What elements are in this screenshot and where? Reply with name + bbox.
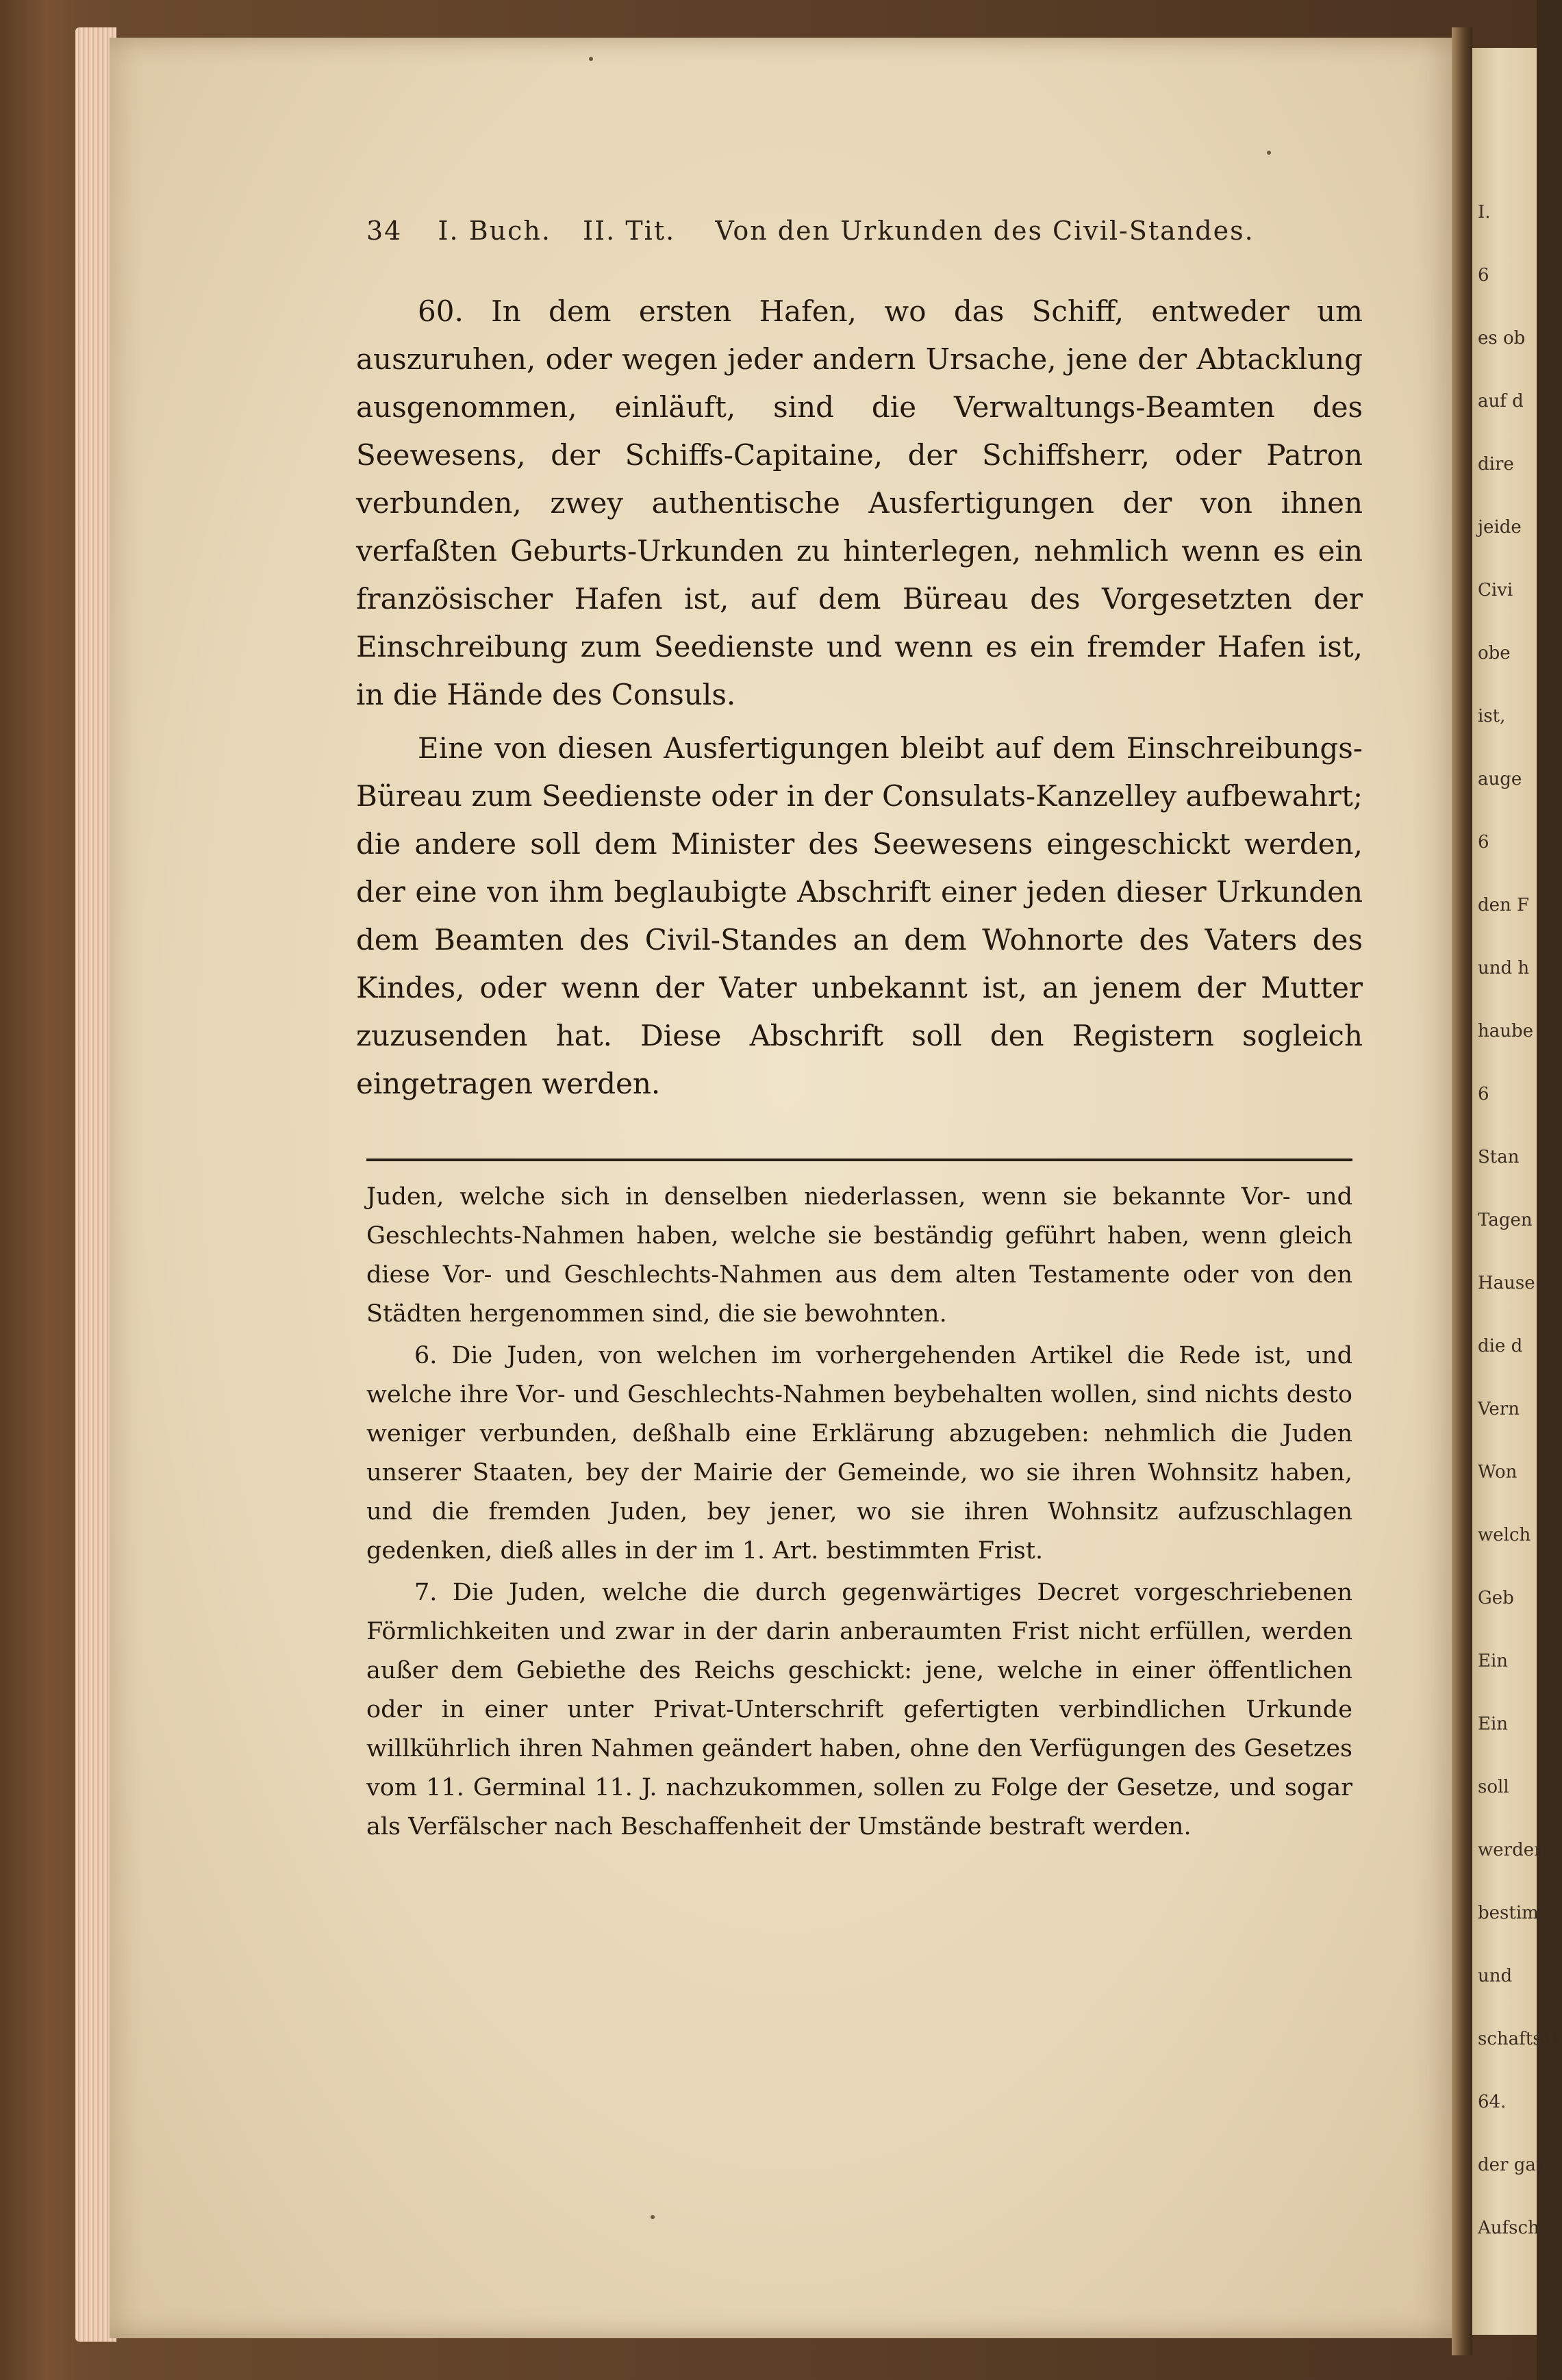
facing-page-fragment: Geb [1478, 1588, 1514, 1608]
footnote-article-7: 7. Die Juden, welche die durch gegenwärtiges Decret vorgeschriebenen Förmlichkeiten und zwar in der darin anberaumten Frist nicht erfüllen, werden außer dem Gebiethe des Reichs geschickt: jene, welche in einer öffentlichen oder in einer unter Privat-Unterschrift gefertigten verbindlichen Urkunde willkührlich ihren Nahmen geändert haben, ohne den Verfügungen des Gesetzes vom 11. Germinal 11. J. nachzukommen, sollen zu Folge der Gesetze, und sogar als Verfälscher nach Beschaffenheit der Umstände bestraft werden. [366, 1579, 1352, 1840]
facing-page-fragment: auf d [1478, 391, 1524, 412]
facing-page-fragment: soll [1478, 1777, 1509, 1797]
facing-page-fragment: schafts-G [1478, 2029, 1562, 2049]
footnote-separator [366, 1159, 1352, 1161]
facing-page-fragment: 6 [1478, 265, 1489, 286]
facing-page-fragment: 6 [1478, 832, 1489, 852]
facing-page-fragment: den F [1478, 895, 1530, 915]
article-60: 60. In dem ersten Hafen, wo das Schiff, entweder um auszuruhen, oder wegen jeder andern Ursache, jene der Abtacklung ausgenommen, einläuft, sind die Verwaltungs-Beamten des Seewesens, der Schiffs-Capitaine, der Schiffsherr, oder Patron verbunden, zwey authentische Ausfertigungen der von ihnen verfaßten Geburts-Urkunden zu hinterlegen, nehmlich wenn es ein französischer Hafen ist, auf dem Büreau des Vorgesetzten der Einschreibung zum Seedienste und wenn es ein fremder Hafen ist, in die Hände des Consuls. [356, 294, 1363, 711]
page-number: 34 [366, 216, 403, 246]
facing-page-fragment: es ob [1478, 328, 1526, 349]
facing-page-fragment: Vern [1478, 1399, 1520, 1419]
facing-page-edge [1472, 48, 1562, 2335]
footnote-paragraph: Juden, welche sich in denselben niederlassen, wenn sie bekannte Vor- und Geschlechts-Nahmen haben, welche sie beständig geführt haben, wenn gleich diese Vor- und Geschlechts-Nahmen aus dem alten Testamente oder von den Städten hergenommen sind, die sie bewohnten. [366, 1183, 1352, 1328]
footnote-block [366, 1178, 1352, 1847]
paragraph-continuation: Eine von diesen Ausfertigungen bleibt auf dem Einschreibungs-Büreau zum Seedienste oder in der Consulats-Kanzelley aufbewahrt; die andere soll dem Minister des Seewesens eingeschickt werden, der eine von ihm beglaubigte Abschrift einer jeden dieser Urkunden dem Beamten des Civil-Standes an dem Wohnorte des Vaters des Kindes, oder wenn der Vater unbekannt ist, an jenem der Mutter zuzusenden hat. Diese Abschrift soll den Registern sogleich eingetragen werden. [356, 731, 1363, 1100]
speck [651, 2215, 655, 2219]
speck [1267, 151, 1271, 155]
facing-page-fragment: haube [1478, 1021, 1534, 1041]
facing-page-fragment: Civi [1478, 580, 1513, 600]
facing-page-fragment: Aufsch [1478, 2218, 1539, 2238]
facing-page-fragment: auge [1478, 769, 1522, 789]
facing-page-fragment: welch [1478, 1525, 1531, 1545]
facing-page-fragment: obe [1478, 643, 1511, 663]
facing-page-fragment: Ein [1478, 1651, 1509, 1671]
running-title: Von den Urkunden des Civil-Standes. [715, 216, 1255, 246]
facing-page-fragment: jeide [1478, 517, 1522, 537]
facing-page-fragment: dire [1478, 454, 1514, 474]
facing-page-fragment: bestim [1478, 1903, 1539, 1923]
running-header [366, 216, 1325, 257]
facing-page-fragment: 6 [1478, 1084, 1489, 1104]
facing-page-fragment: Ein [1478, 1714, 1509, 1734]
facing-page-fragment: Tagen [1478, 1210, 1533, 1230]
book-gutter [1452, 27, 1472, 2355]
facing-page-fragment: Won [1478, 1462, 1517, 1482]
footnote-article-6: 6. Die Juden, von welchen im vorhergehenden Artikel die Rede ist, und welche ihre Vor- und Geschlechts-Nahmen beybehalten wollen, sind nichts desto weniger verbunden, deßhalb eine Erklärung abzugeben: nehmlich die Juden unserer Staaten, bey der Mairie der Gemeinde, wo sie ihren Wohnsitz haben, und die fremden Juden, bey jener, wo sie ihren Wohnsitz aufzuschlagen gedenken, dieß alles in der im 1. Art. bestimmten Frist. [366, 1342, 1352, 1565]
facing-page-fragment: Stan [1478, 1147, 1520, 1167]
facing-page-fragment: und [1478, 1966, 1513, 1986]
title-label: II. Tit. [583, 216, 676, 246]
book-label: I. Buch. [438, 216, 551, 246]
facing-page-fragment: 64. [1478, 2092, 1507, 2112]
facing-page-fragment: I. [1478, 202, 1491, 223]
facing-page-fragment: ist, [1478, 706, 1506, 726]
main-text [356, 288, 1363, 1108]
facing-page-fragment: die d [1478, 1336, 1523, 1356]
facing-page-fragment: werden [1478, 1840, 1546, 1860]
facing-page-fragment: Hause [1478, 1273, 1535, 1293]
facing-page-fragment: und h [1478, 958, 1530, 978]
facing-page-fragment: der gan [1478, 2155, 1548, 2175]
speck [589, 57, 593, 61]
